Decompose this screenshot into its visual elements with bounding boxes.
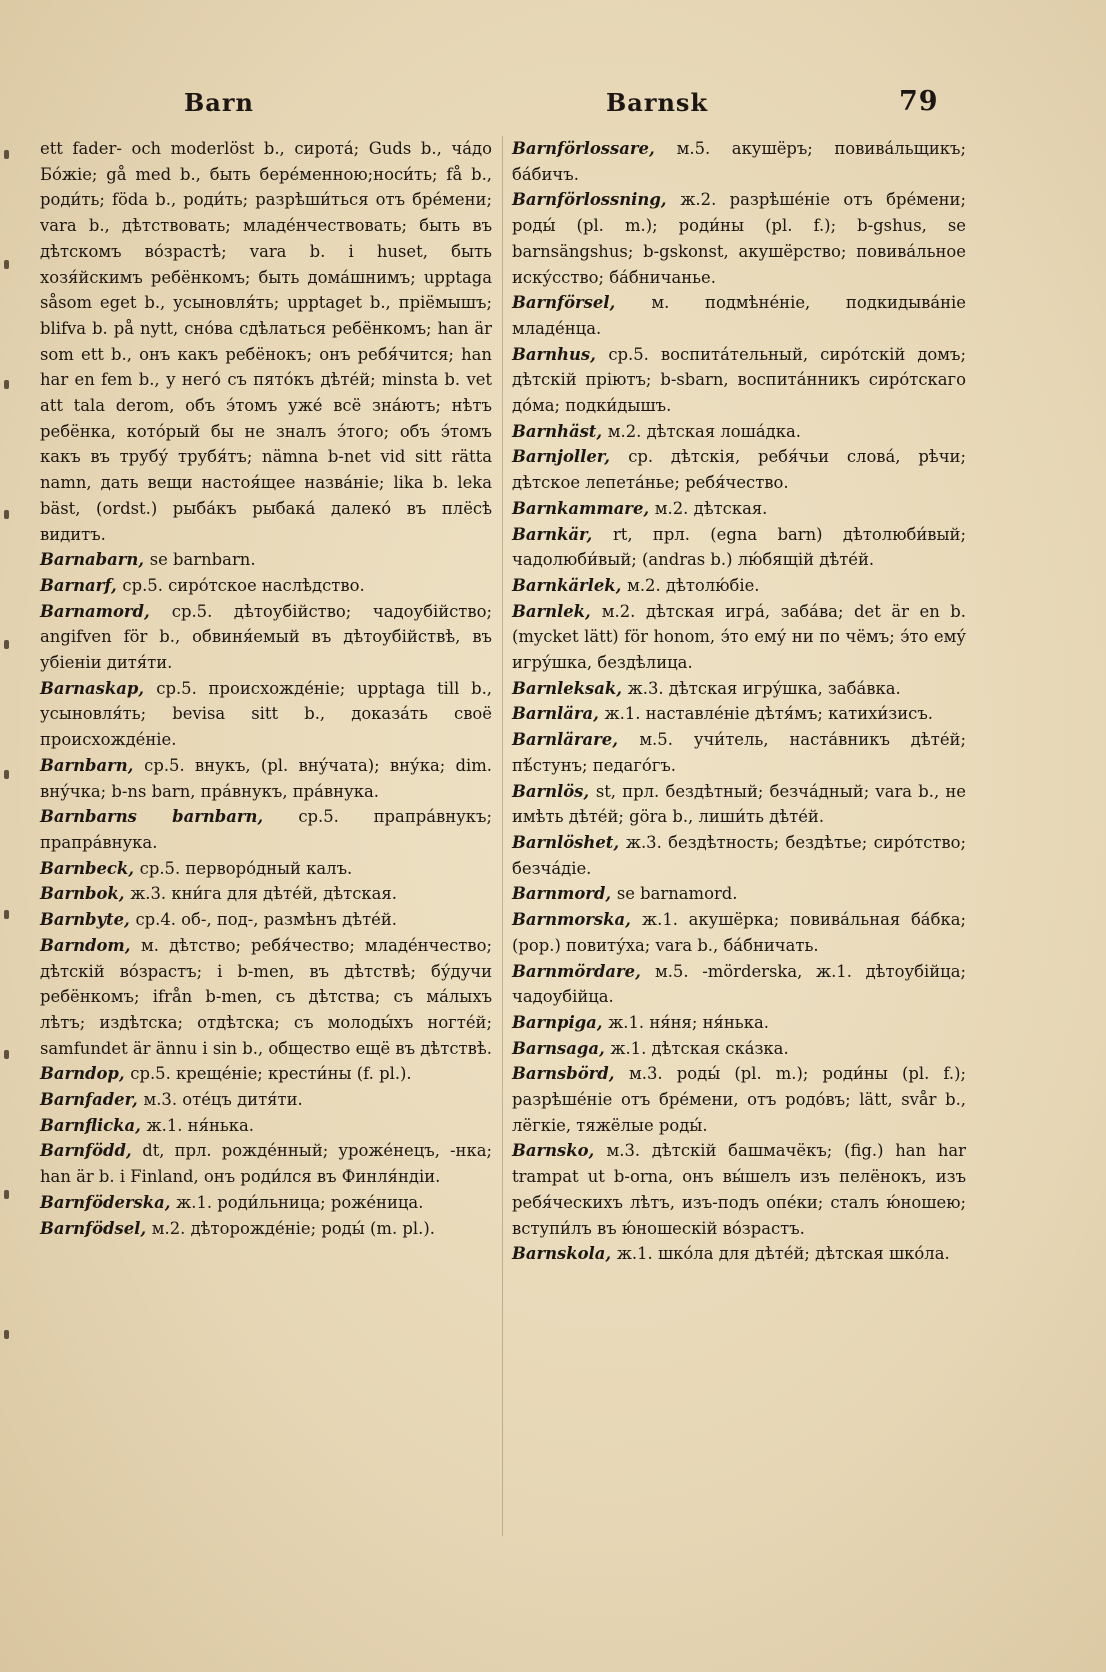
headword: Barnlek, <box>512 601 602 621</box>
definition: м.3. роды́ (pl. m.); роди́ны (pl. f.); разрѣше́ніе отъ бре́мени, отъ родо́въ; lätt, svår b., лёгкіе, тяжёлые роды́. <box>512 1064 966 1135</box>
headword: Barnmördare, <box>512 961 655 981</box>
dictionary-entry <box>40 804 492 855</box>
headword: Barnfödsel, <box>40 1218 152 1238</box>
dictionary-entry <box>512 830 966 881</box>
definition: ж.1. шко́ла для дѣте́й; дѣтская шко́ла. <box>616 1244 950 1264</box>
dictionary-entry <box>512 1061 966 1138</box>
dictionary-entry <box>512 342 966 419</box>
left-column <box>40 136 492 1241</box>
headword: Barnflicka, <box>40 1115 147 1135</box>
dictionary-entry <box>512 1010 966 1036</box>
definition: ср.5. первоpо́дный калъ. <box>139 858 353 878</box>
dictionary-entry <box>512 496 966 522</box>
dictionary-entry <box>512 187 966 290</box>
headword: Barnfader, <box>40 1090 144 1110</box>
definition: st, прл. бездѣтный; безча́дный; vara b., не имѣть дѣте́й; göra b., лиши́ть дѣте́й. <box>512 781 966 827</box>
definition: ж.1. ня́ня; ня́нька. <box>608 1012 769 1032</box>
dictionary-entry <box>40 599 492 676</box>
definition: ср.5. воспита́тельный, сиро́тскій домъ; дѣтскій пріютъ; b-sbarn, воспита́нникъ сиро́тскаго до́ма; подки́дышъ. <box>512 344 966 416</box>
right-column <box>512 136 966 1267</box>
headword: Barnleksak, <box>512 678 628 698</box>
definition: м. подмѣне́ніе, подкидыва́ніе младе́нца. <box>512 293 966 338</box>
definition: м.2. дѣтская лоша́дка. <box>607 421 801 441</box>
dictionary-entry <box>40 676 492 753</box>
headword: Barnbeck, <box>40 858 140 878</box>
headword: Barnbok, <box>40 884 131 904</box>
dictionary-entry <box>512 1036 966 1062</box>
definition: se barnbarn. <box>149 550 256 570</box>
headword: Barnhus, <box>512 344 609 364</box>
definition: ж.3. кни́га для дѣте́й, дѣтская. <box>130 884 397 904</box>
page-number: 79 <box>899 86 939 117</box>
definition: ж.1. ня́нька. <box>146 1115 255 1135</box>
headword: Barnskola, <box>512 1244 617 1264</box>
definition: se barnamord. <box>616 884 738 904</box>
definition: ж.3. бездѣтность; бездѣтье; сиро́тство; безча́діе. <box>512 832 966 878</box>
page-edge-marks <box>4 150 14 1450</box>
definition: м.3. дѣтскій башмачёкъ; (fig.) han har trampat ut b-orna, онъ вы́шелъ изъ пелёнокъ, изъ ребя́ческихъ лѣтъ, изъ-подъ опе́ки; сталъ ю́ношею; вступи́лъ въ ю́ношескій во́зрастъ. <box>512 1141 966 1238</box>
definition: м.2. дѣторожде́ніе; роды́ (m. pl.). <box>151 1218 435 1238</box>
dictionary-entry <box>512 573 966 599</box>
dictionary-entry <box>512 599 966 676</box>
dictionary-entry <box>40 1190 492 1216</box>
dictionary-entry <box>512 522 966 573</box>
headword: Barnbarn, <box>40 755 145 775</box>
definition: м.5. акушёръ; повива́льщикъ; ба́бичъ. <box>512 139 966 184</box>
definition: ср.5. сиро́тское наслѣдство. <box>122 575 365 595</box>
dictionary-entry <box>512 959 966 1010</box>
dictionary-entry <box>40 933 492 1062</box>
headword: Barnpiga, <box>512 1012 609 1032</box>
headword: Barnkärlek, <box>512 575 628 595</box>
definition: ср.5. прапра́внукъ; прапра́внука. <box>40 807 492 852</box>
definition: ж.1. акушёрка; повива́льная ба́бка; (pop.) повиту́ха; vara b., ба́бничать. <box>512 910 966 955</box>
dictionary-entry <box>40 547 492 573</box>
headword: Barnlöshet, <box>512 832 626 852</box>
dictionary-entry <box>40 881 492 907</box>
headword: Barnbarns barnbarn, <box>40 807 299 827</box>
dictionary-entry <box>40 753 492 804</box>
definition: м. дѣтство; ребя́чество; младе́нчество; дѣтскій во́зрастъ; i b-men, въ дѣтствѣ; бу́дучи ребёнкомъ; ifrån b-men, съ дѣтства; съ ма́лыхъ лѣтъ; издѣтска; отдѣтска; съ молоды́хъ ногте́й; samfundet är ännu i sin b., общество ещё въ дѣтствѣ. <box>40 935 492 1058</box>
headword: Barnsbörd, <box>512 1064 630 1084</box>
headword: Barnaskap, <box>40 678 157 698</box>
right-guide-word: Barnsk <box>606 88 709 117</box>
dictionary-entry <box>512 676 966 702</box>
dictionary-entry <box>512 419 966 445</box>
definition: м.2. дѣтская игра́, заба́ва; det är en b. (mycket lätt) för honom, э́то ему́ ни по чёмъ; э́то ему́ игру́шка, бездѣлица. <box>512 601 967 673</box>
headword: Barnfödd, <box>40 1141 143 1161</box>
headword: Barndop, <box>40 1064 131 1084</box>
definition: ж.1. дѣтская ска́зка. <box>610 1038 789 1058</box>
dictionary-entry <box>40 1216 492 1242</box>
headword: Barnförsel, <box>512 293 652 313</box>
headword: Barnlära, <box>512 704 605 724</box>
headword: Barnkär, <box>512 524 613 544</box>
dictionary-entry <box>512 907 966 958</box>
dictionary-entry <box>512 136 966 187</box>
left-guide-word: Barn <box>184 88 254 117</box>
definition: dt, прл. рожде́нный; уроже́нецъ, -нка; han är b. i Finland, онъ роди́лся въ Финля́ндіи. <box>40 1141 493 1187</box>
dictionary-entry <box>512 290 966 341</box>
definition: ср.4. об-, под-, размѣнъ дѣте́й. <box>135 910 397 930</box>
dictionary-entry <box>512 779 966 830</box>
headword: Barnföderska, <box>40 1192 177 1212</box>
dictionary-entry <box>512 727 966 778</box>
headword: Barnsko, <box>512 1141 607 1161</box>
headword: Barnsaga, <box>512 1038 611 1058</box>
dictionary-entry <box>512 881 966 907</box>
dictionary-entry <box>40 1087 492 1113</box>
headword: Barnabarn, <box>40 550 150 570</box>
headword: Barnamord, <box>40 601 172 621</box>
headword: Barndom, <box>40 935 142 955</box>
headword: Barnjoller, <box>512 447 629 467</box>
definition: ср.5. дѣтоубійство; чадоубійство; angifven för b., обвиня́емый въ дѣтоубійствѣ, въ убіеніи дитя́ти. <box>40 601 492 673</box>
definition: м.2. дѣтолю́біе. <box>627 575 760 595</box>
headword: Barnarf, <box>40 575 123 595</box>
dictionary-entry <box>40 856 492 882</box>
definition: ср. дѣтскія, ребя́чьи слова́, рѣчи; дѣтское лепета́нье; ребя́чество. <box>512 447 966 493</box>
dictionary-entry <box>40 136 492 547</box>
headword: Barnhäst, <box>512 421 608 441</box>
definition: м.3. оте́цъ дитя́ти. <box>143 1090 303 1110</box>
definition: м.5. учи́тель, наста́вникъ дѣте́й; пѣ́стунъ; педаго́гъ. <box>512 730 966 775</box>
definition: ett fader- och moderlöst b., сирота́; Guds b., ча́до Бо́жіе; gå med b., быть бере́менною;носи́ть; få b., роди́ть; föda b., роди́ть; разрѣши́ться отъ бре́мени; vara b., дѣтствовать; младе́нчествовать; быть въ дѣтскомъ во́зрастѣ; vara b. i huset, быть хозя́йскимъ ребёнкомъ; быть дома́шнимъ; upptaga såsom eget b., усыновля́ть; upptaget b., пріёмышъ; blifva b. på nytt, сно́ва сдѣлаться ребёнкомъ; han är som ett b., онъ какъ ребёнокъ; онъ ребя́чится; han har en fem b., у него́ съ пято́къ дѣте́й; minsta b. vet att tala derom, объ э́томъ уже́ всё зна́ютъ; нѣтъ ребёнка, кото́рый бы не зналъ э́того; объ э́томъ какъ въ трубу́ трубя́тъ; nämna b-net vid sitt rätta namn, дать вещи настоя́щее назва́ніе; lika b. leka bäst, (ordst.) рыба́къ рыбака́ далеко́ въ плёсѣ видитъ. <box>40 139 492 544</box>
definition: ср.5. креще́ніе; крести́ны (f. pl.). <box>130 1064 412 1084</box>
headword: Barnkammare, <box>512 498 655 518</box>
dictionary-entry <box>512 1241 966 1267</box>
definition: rt, прл. (egna barn) дѣтолюби́вый; чадолюби́вый; (andras b.) лю́бящій дѣте́й. <box>512 524 966 570</box>
column-divider <box>502 136 503 1536</box>
definition: ж.1. наставле́ніе дѣтя́мъ; катихи́зисъ. <box>604 704 933 724</box>
dictionary-entry <box>40 907 492 933</box>
dictionary-entry <box>512 1138 966 1241</box>
headword: Barnbyte, <box>40 910 136 930</box>
dictionary-entry <box>40 1138 492 1189</box>
headword: Barnlös, <box>512 781 596 801</box>
headword: Barnförlossare, <box>512 139 677 158</box>
dictionary-entry <box>40 1061 492 1087</box>
headword: Barnmord, <box>512 884 617 904</box>
definition: м.2. дѣтская. <box>654 498 768 518</box>
definition: ж.1. роди́льница; роже́ница. <box>176 1192 424 1212</box>
dictionary-entry <box>40 1113 492 1139</box>
dictionary-entry <box>40 573 492 599</box>
definition: ж.2. разрѣше́ніе отъ бре́мени; роды́ (pl. m.); роди́ны (pl. f.); b-gshus, se barnsängshus; b-gskonst, акушёрство; повива́льное иску́сство; ба́бничанье. <box>512 190 967 287</box>
definition: ср.5. внукъ, (pl. вну́чата); вну́ка; dim. вну́чка; b-ns barn, пра́внукъ, пра́внука. <box>40 755 492 801</box>
headword: Barnförlossning, <box>512 190 681 210</box>
definition: ср.5. происхожде́ніе; upptaga till b., усыновля́ть; bevisa sitt b., доказа́ть своё происхожде́ніе. <box>40 678 492 750</box>
headword: Barnlärare, <box>512 730 640 750</box>
dictionary-entry <box>512 444 966 495</box>
dictionary-entry <box>512 701 966 727</box>
definition: ж.3. дѣтская игру́шка, заба́вка. <box>627 678 901 698</box>
headword: Barnmorska, <box>512 910 643 930</box>
definition: м.5. -mörderska, ж.1. дѣтоубійца; чадоубійца. <box>512 961 967 1007</box>
